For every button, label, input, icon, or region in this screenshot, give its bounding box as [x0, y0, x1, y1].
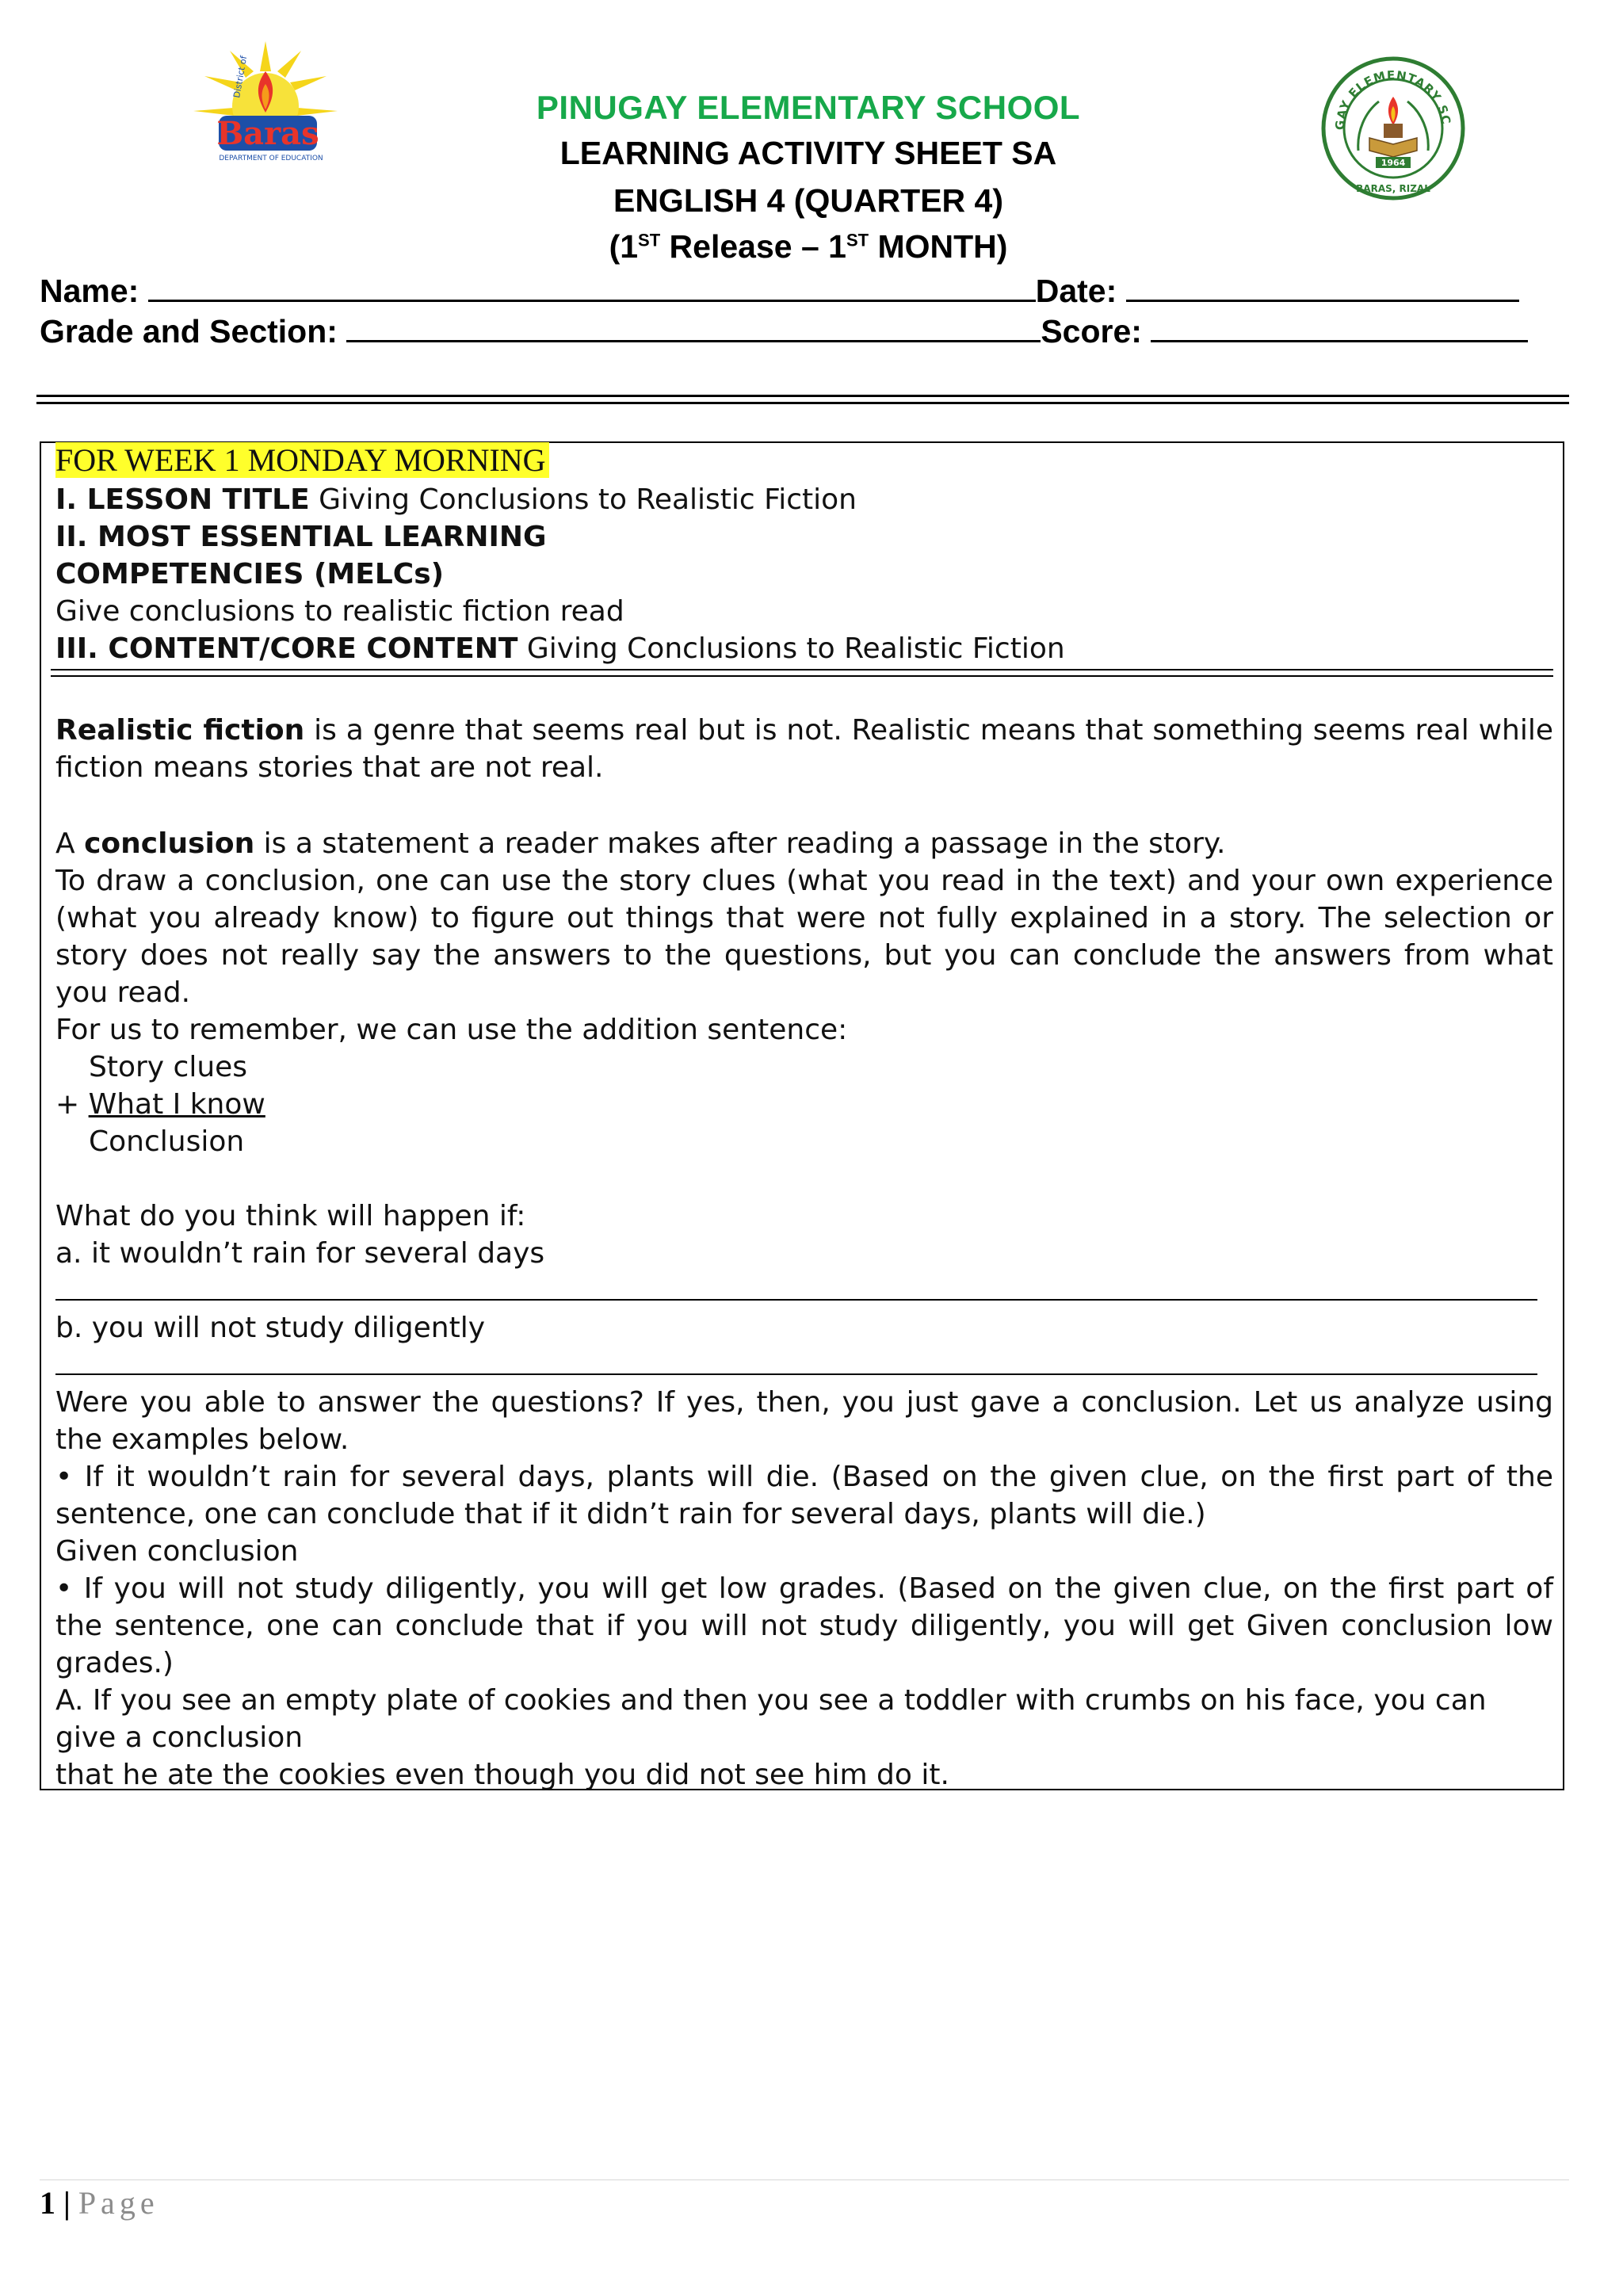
analysis-paragraph: Were you able to answer the questions? If yes, then, you just gave a conclusion. Let us analyze using the examples below. [55, 1386, 1553, 1456]
division-logo-text: Baras [216, 115, 319, 152]
answer-line-a[interactable] [55, 1299, 1537, 1301]
division-logo-top-text: District of [231, 55, 250, 99]
sheet-title: LEARNING ACTIVITY SHEET SA [559, 135, 1057, 171]
school-seal-bottom-text: BARAS, RIZAL [1356, 183, 1430, 194]
date-field[interactable] [1126, 276, 1519, 302]
drawing-conclusion-paragraph: To draw a conclusion, one can use the story clues (what you read in the text) and your own experience (what you already know) to figure out things that were not fully explained in a story. The selection or story does not really say the answers to the questions, but you can conclude the answers from what you read. [55, 865, 1553, 1009]
division-logo-bottom-text: DEPARTMENT OF EDUCATION [219, 155, 323, 162]
realistic-fiction-paragraph: Realistic fiction is a genre that seems real but is not. Realistic means that something seems real while fiction means stories that are not real. [55, 714, 1553, 784]
section-divider-top [51, 669, 1553, 670]
name-field[interactable] [148, 276, 1036, 302]
name-date-row [40, 273, 1519, 310]
melc-heading-2: COMPETENCIES (MELCs) [55, 558, 445, 590]
addition-sentence-intro: For us to remember, we can use the addition sentence: [55, 1014, 848, 1046]
example-a-continuation: that he ate the cookies even though you did not see him do it. [55, 1759, 949, 1791]
week-label: FOR WEEK 1 MONDAY MORNING [55, 441, 1553, 480]
date-label: Date: [1035, 273, 1117, 309]
release-title: (1ST Release – 1ST MONTH) [609, 228, 1008, 265]
page-number: 1 [40, 2185, 55, 2221]
name-label: Name: [40, 273, 139, 309]
given-conclusion-label: Given conclusion [55, 1535, 299, 1568]
example-a-paragraph: A. If you see an empty plate of cookies and then you see a toddler with crumbs on his face, you can give a conclusion [55, 1684, 1487, 1754]
school-name: PINUGAY ELEMENTARY SCHOOL [536, 89, 1081, 126]
grade-section-field[interactable] [346, 316, 1041, 342]
question-intro: What do you think will happen if: [55, 1200, 526, 1232]
section-divider-bottom [51, 675, 1553, 677]
conclusion-definition: A conclusion is a statement a reader makes after reading a passage in the story. [55, 827, 1226, 860]
addition-what-i-know: + What I know [55, 1088, 265, 1121]
school-seal [1320, 55, 1466, 201]
page-word: Page [78, 2185, 159, 2221]
melc-heading-1: II. MOST ESSENTIAL LEARNING [55, 521, 547, 553]
melc-text: Give conclusions to realistic fiction read [55, 595, 624, 628]
header-divider-top [36, 395, 1569, 397]
grade-score-row [40, 313, 1528, 350]
grade-section-label: Grade and Section: [40, 313, 338, 350]
answer-line-b[interactable] [55, 1373, 1537, 1375]
score-label: Score: [1041, 313, 1142, 350]
school-seal-year: 1964 [1381, 158, 1406, 168]
subject-title: ENGLISH 4 (QUARTER 4) [613, 182, 1004, 219]
question-b: b. you will not study diligently [55, 1312, 486, 1344]
score-field[interactable] [1151, 316, 1528, 342]
addition-story-clues: Story clues [89, 1051, 248, 1083]
header-divider-bottom [36, 402, 1569, 404]
addition-conclusion: Conclusion [89, 1125, 245, 1158]
school-seal-ring-text: GAY ELEMENTARY SC [1332, 67, 1453, 131]
page-footer: 1 | Page [40, 2185, 159, 2221]
example-bullet-2: • If you will not study diligently, you will get low grades. (Based on the given clue, on the first part of the sentence, one can conclude that if you will not study diligently, you will get Given conclusion low grades.) [55, 1572, 1553, 1679]
lesson-title: I. LESSON TITLE Giving Conclusions to Realistic Fiction [55, 483, 857, 516]
footer-divider [40, 2179, 1569, 2180]
core-content: III. CONTENT/CORE CONTENT Giving Conclusions to Realistic Fiction [55, 632, 1065, 665]
question-a: a. it wouldn’t rain for several days [55, 1237, 545, 1270]
example-bullet-1: • If it wouldn’t rain for several days, plants will die. (Based on the given clue, on the first part of the sentence, one can conclude that if it didn’t rain for several days, plants will die.) [55, 1461, 1553, 1530]
